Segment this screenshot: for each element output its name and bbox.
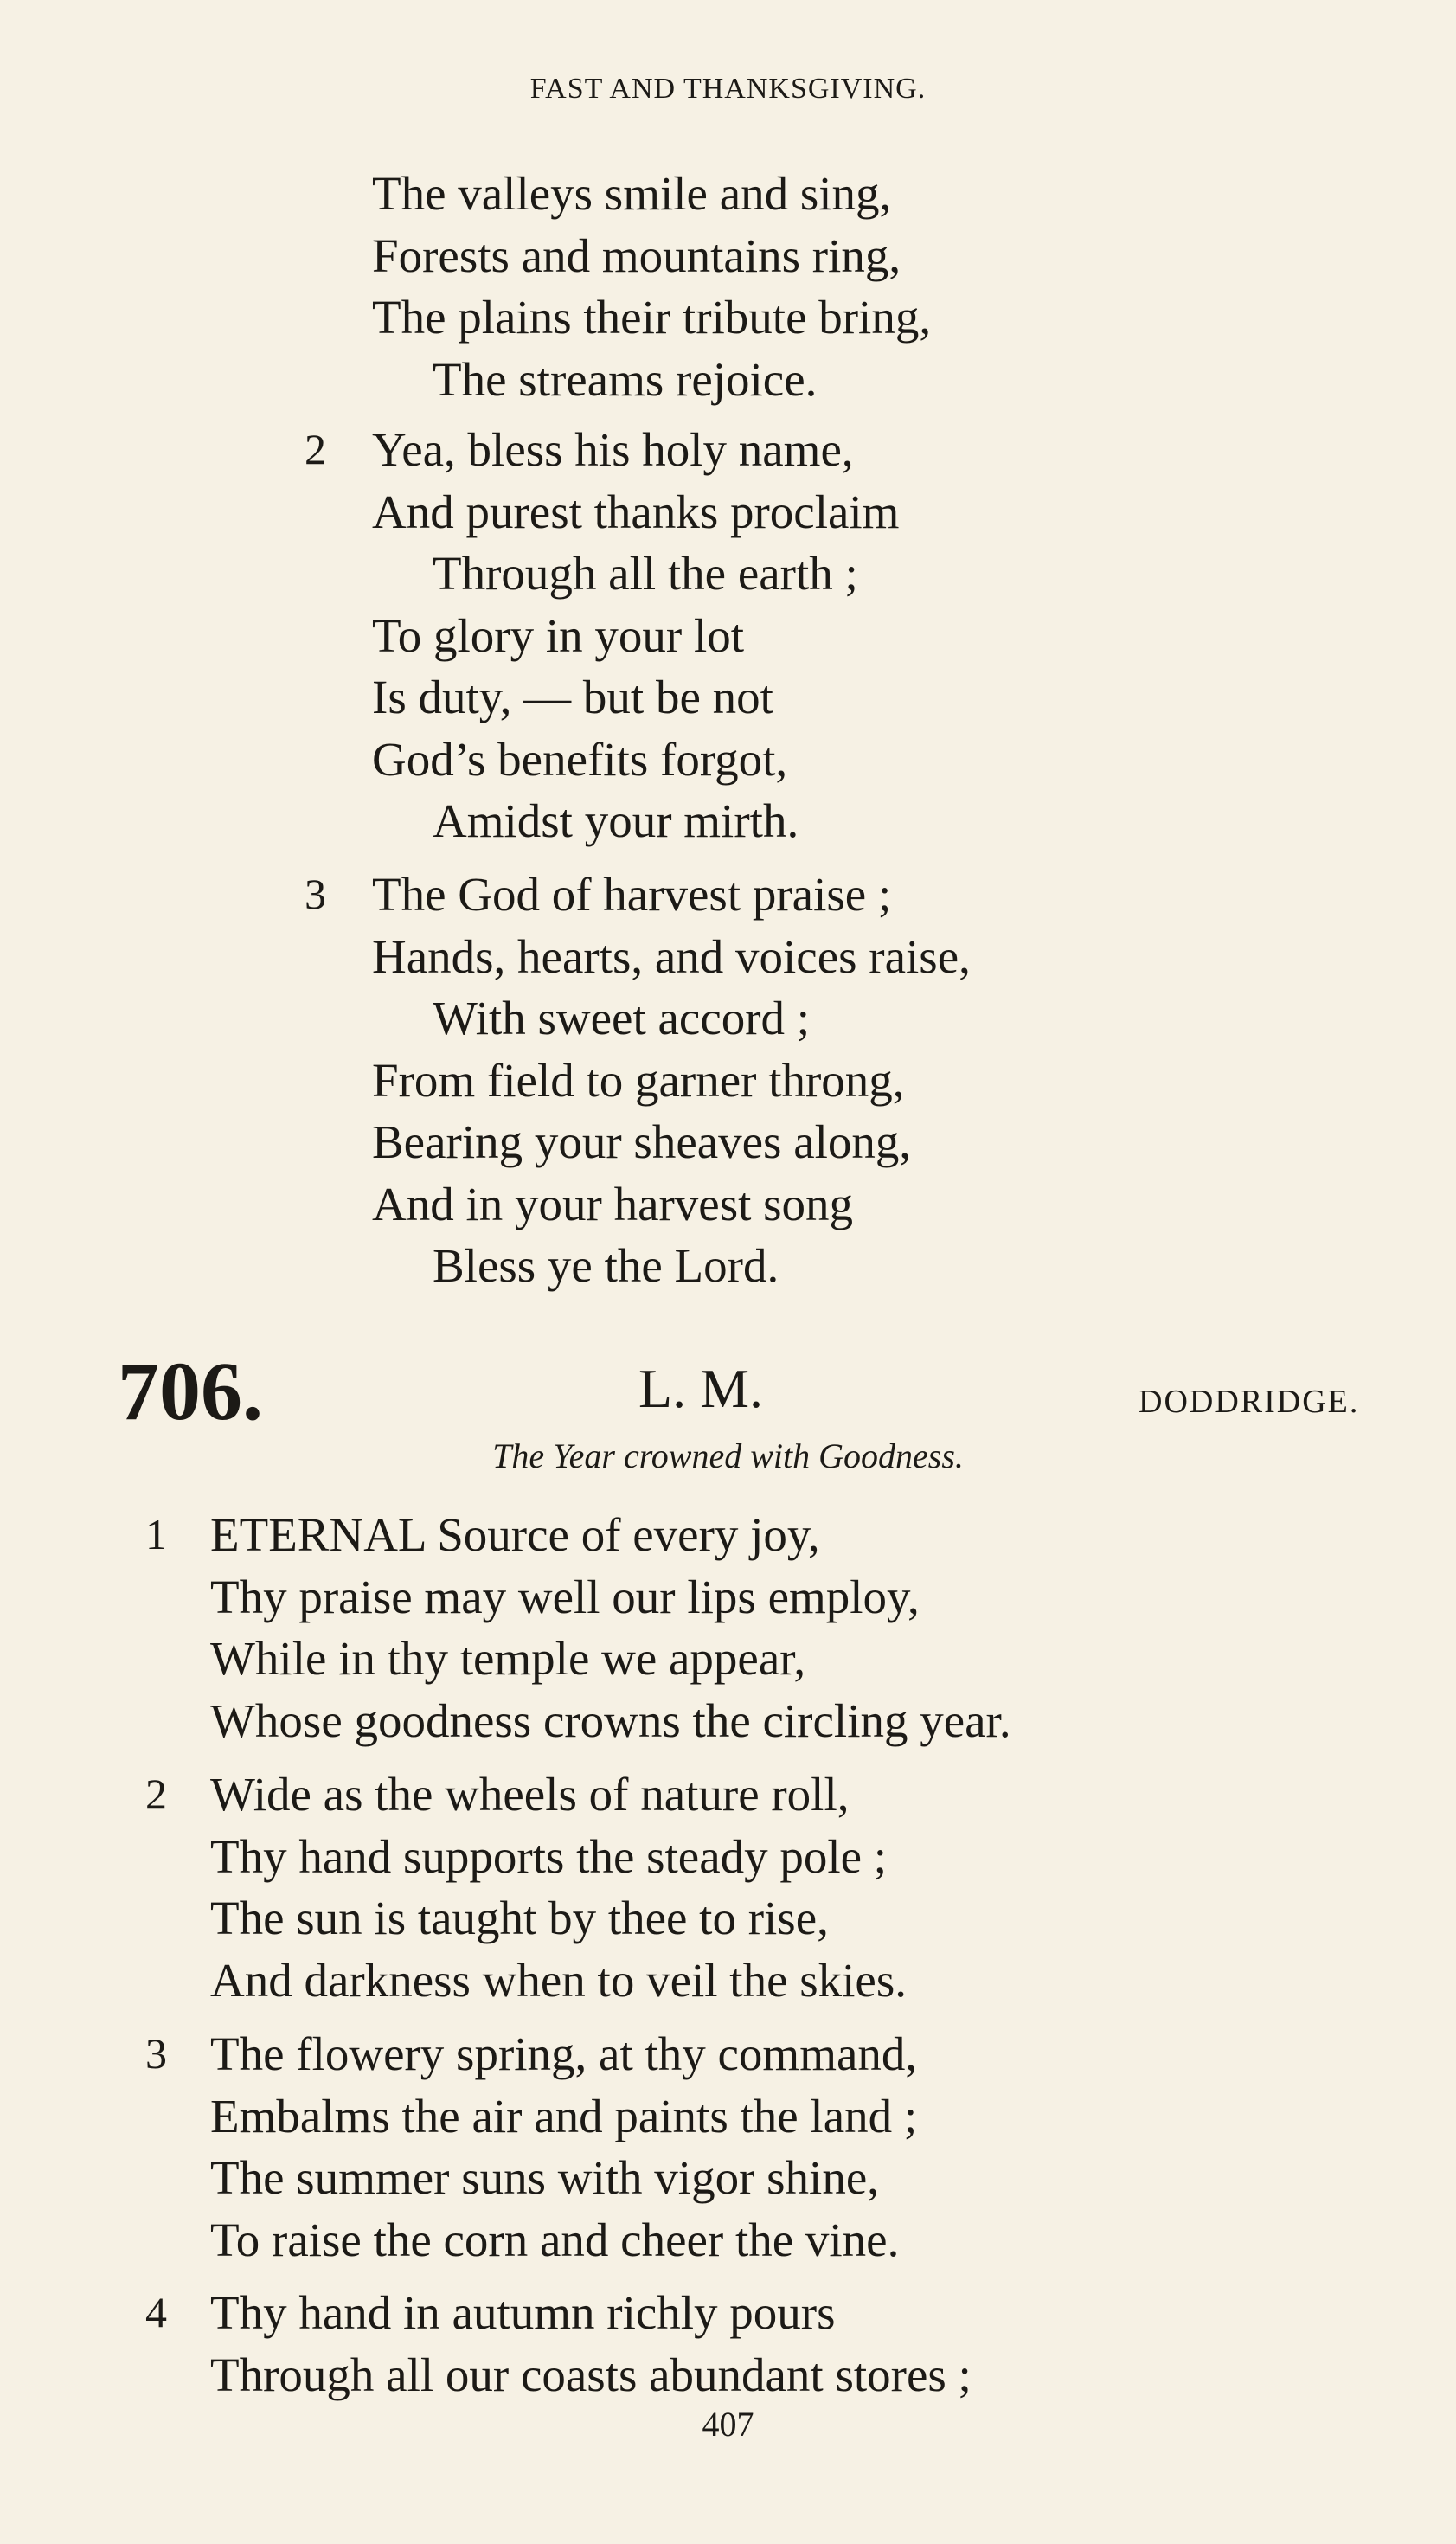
- verse-line: Hands, hearts, and voices raise,: [372, 929, 971, 983]
- verse-line: Whose goodness crowns the circling year.: [210, 1693, 1011, 1747]
- hymn-stanza-2: [210, 1763, 907, 2011]
- verse-line: To raise the corn and cheer the vine.: [210, 2213, 900, 2266]
- verse-line: And darkness when to veil the skies.: [210, 1953, 907, 2007]
- verse-line: And in your harvest song: [372, 1177, 854, 1230]
- stanza-3-prev: [372, 864, 971, 1297]
- verse-line: God’s benefits forgot,: [372, 732, 788, 786]
- verse-line: Thy hand supports the steady pole ;: [210, 1829, 888, 1883]
- hymn-author: DODDRIDGE.: [1139, 1384, 1360, 1420]
- hymn-number: 706.: [118, 1345, 263, 1437]
- verse-line: Thy praise may well our lips employ,: [210, 1570, 920, 1623]
- verse-line: Amidst your mirth.: [433, 794, 799, 847]
- verse-line: With sweet accord ;: [433, 992, 811, 1044]
- verse-line: Forests and mountains ring,: [372, 228, 901, 282]
- stanza-number: 2: [145, 1770, 167, 1818]
- verse-line: ETERNAL Source of every joy,: [210, 1508, 820, 1561]
- verse-line: The plains their tribute bring,: [372, 291, 932, 344]
- verse-line: The God of harvest praise ;: [372, 868, 892, 921]
- stanza-continuation: [372, 163, 931, 410]
- verse-line: Bearing your sheaves along,: [372, 1115, 912, 1168]
- page-number: 407: [702, 2405, 754, 2444]
- verse-line: Yea, bless his holy name,: [372, 423, 854, 476]
- hymn-stanza-1: [210, 1504, 1011, 1751]
- verse-line: Through all the earth ;: [433, 547, 858, 600]
- stanza-number: 3: [145, 2029, 167, 2078]
- verse-line: The valleys smile and sing,: [372, 167, 892, 220]
- verse-line: Through all our coasts abundant stores ;: [210, 2348, 972, 2401]
- hymn-stanza-3: [210, 2023, 917, 2271]
- stanza-2-prev: [372, 419, 899, 852]
- stanza-number: 3: [305, 870, 326, 918]
- verse-line: The sun is taught by thee to rise,: [210, 1892, 829, 1944]
- verse-line: From field to garner throng,: [372, 1053, 905, 1107]
- stanza-number: 2: [305, 425, 326, 473]
- verse-line: Is duty, — but be not: [372, 671, 773, 723]
- hymn-stanza-4: [210, 2282, 972, 2406]
- running-title: FAST AND THANKSGIVING.: [529, 73, 927, 105]
- verse-line: The streams rejoice.: [433, 352, 818, 406]
- verse-line: To glory in your lot: [372, 608, 745, 662]
- verse-line: The summer suns with vigor shine,: [210, 2151, 879, 2204]
- verse-line: Embalms the air and paints the land ;: [210, 2089, 918, 2142]
- verse-line: Bless ye the Lord.: [433, 1239, 779, 1292]
- hymn-title: The Year crowned with Goodness.: [492, 1436, 964, 1475]
- verse-line: And purest thanks proclaim: [372, 485, 900, 538]
- verse-line: Wide as the wheels of nature roll,: [210, 1768, 850, 1821]
- stanza-number: 1: [145, 1510, 167, 1558]
- verse-line: The flowery spring, at thy command,: [210, 2027, 918, 2080]
- verse-line: While in thy temple we appear,: [210, 1632, 806, 1685]
- hymn-meter: L. M.: [638, 1358, 763, 1419]
- stanza-number: 4: [145, 2288, 167, 2336]
- verse-line: Thy hand in autumn richly pours: [210, 2286, 836, 2339]
